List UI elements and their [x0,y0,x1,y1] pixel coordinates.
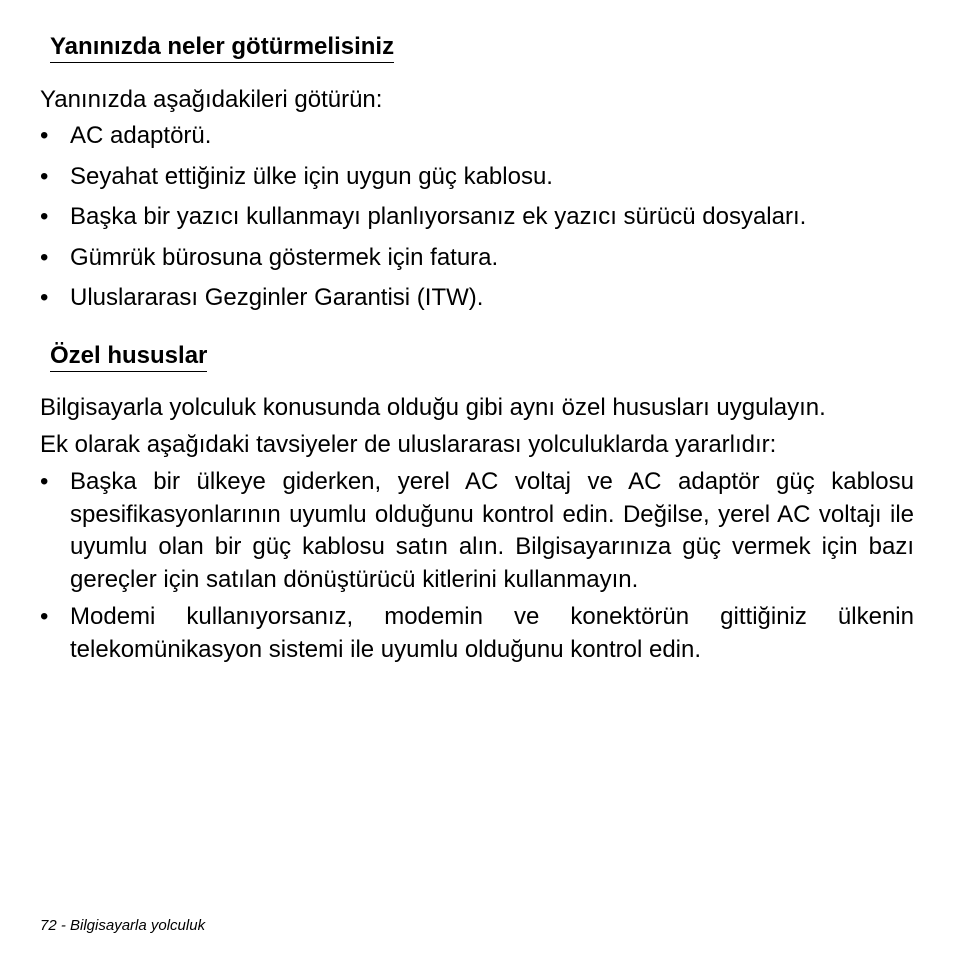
list-item [40,121,914,151]
bullet-icon: • [40,122,49,149]
list-item-text: Başka bir yazıcı kullanmayı planlıyorsanız ek yazıcı sürücü dosyaları. [70,203,807,230]
list-item [40,283,914,313]
list-item [40,162,914,192]
list-item-text: AC adaptörü. [70,122,212,149]
list-item [40,243,914,273]
list-item [40,601,914,666]
bullet-icon: • [40,162,49,190]
bullet-icon: • [40,284,49,311]
list-item [40,466,914,596]
section-heading-what-to-take: Yanınızda neler götürmelisiniz [50,33,394,63]
items-to-take-list [40,121,914,324]
list-item-text: Uluslararası Gezginler Garantisi (ITW). [70,284,484,311]
page-footer: 72 - Bilgisayarla yolculuk [40,917,206,934]
bullet-icon: • [40,603,49,630]
travel-tips-list [40,466,914,671]
body-paragraph: Bilgisayarla yolculuk konusunda olduğu gibi aynı özel hususları uygulayın. [40,394,826,421]
intro-paragraph: Yanınızda aşağıdakileri götürün: [40,86,383,113]
list-item-text: Seyahat ettiğiniz ülke için uygun güç kablosu. [70,162,553,190]
bullet-icon: • [40,203,49,230]
section-heading-special-considerations: Özel hususlar [50,342,207,372]
list-item [40,202,914,232]
list-item-text: Başka bir ülkeye giderken, yerel AC voltaj ve AC adaptör güç kablosu spesifikasyonlarının uyumlu olduğunu kontrol edin. Değilse, yerel AC voltajı ile uyumlu olan bir güç kablosu satın alın. Bilgisayarınıza güç vermek için bazı gereçler için satılan dönüştürücü kitlerini kullanmayın. [70,468,914,593]
body-paragraph: Ek olarak aşağıdaki tavsiyeler de uluslararası yolculuklarda yararlıdır: [40,431,777,458]
list-item-text: Gümrük bürosuna göstermek için fatura. [70,243,499,271]
bullet-icon: • [40,468,49,495]
list-item-text: Modemi kullanıyorsanız, modemin ve konektörün gittiğiniz ülkenin telekomünikasyon sistemi ile uyumlu olduğunu kontrol edin. [70,603,914,663]
bullet-icon: • [40,243,49,271]
